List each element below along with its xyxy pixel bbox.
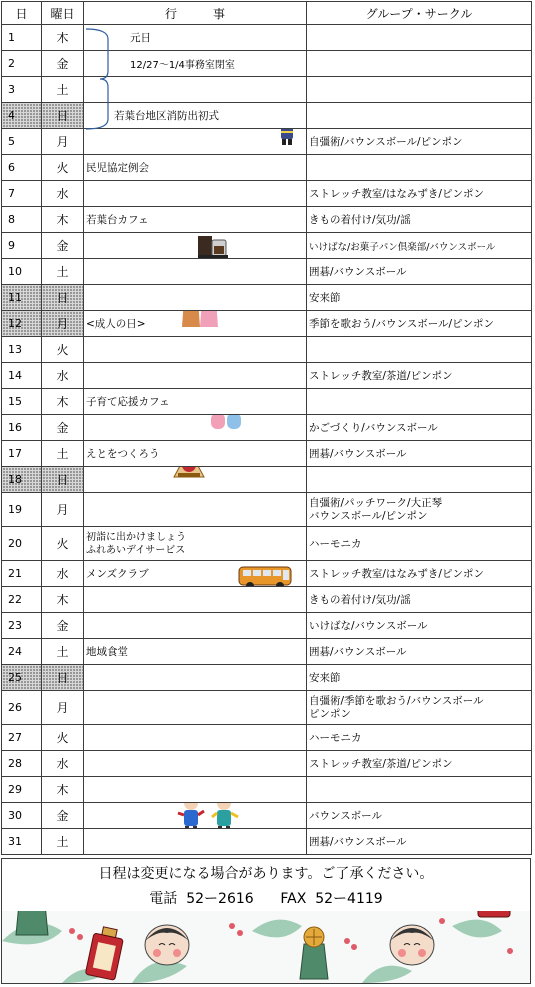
schedule-table [1, 1, 532, 855]
group-cell [307, 311, 532, 337]
weekday-cell: 日 [42, 467, 84, 493]
event-cell [84, 561, 307, 587]
group-text: ハーモニカ [309, 732, 362, 744]
event-cell [84, 803, 307, 829]
weekday-cell: 火 [42, 725, 84, 751]
weekday-cell: 水 [42, 363, 84, 389]
event-cell [84, 207, 307, 233]
group-cell [307, 691, 532, 725]
weekday-cell: 金 [42, 613, 84, 639]
event-text: 12/27～1/4事務室閉室 [130, 60, 235, 71]
weekday-cell: 金 [42, 51, 84, 77]
group-cell [307, 587, 532, 613]
table-row [2, 587, 532, 613]
group-text: 囲碁/バウンスボール [309, 266, 407, 278]
day-cell: 29 [2, 777, 42, 803]
group-text: ストレッチ教室/茶道/ピンポン [309, 370, 453, 382]
group-cell [307, 527, 532, 561]
event-cell [84, 311, 307, 337]
day-cell: 8 [2, 207, 42, 233]
weekday-cell: 月 [42, 311, 84, 337]
weekday-cell: 水 [42, 561, 84, 587]
header-group: グループ・サークル [307, 2, 532, 25]
fax-label: FAX [280, 891, 307, 907]
event-cell [84, 725, 307, 751]
phone-label: 電話 [149, 891, 178, 907]
day-cell: 1 [2, 25, 42, 51]
day-cell: 11 [2, 285, 42, 311]
day-cell: 20 [2, 527, 42, 561]
weekday-cell: 木 [42, 587, 84, 613]
table-row [2, 725, 532, 751]
day-cell: 6 [2, 155, 42, 181]
header-weekday: 曜日 [42, 2, 84, 25]
event-cell [84, 587, 307, 613]
day-cell: 19 [2, 493, 42, 527]
group-cell [307, 25, 532, 51]
event-cell [84, 777, 307, 803]
day-cell: 28 [2, 751, 42, 777]
event-cell [84, 829, 307, 855]
group-text-line2: バウンスボール/ピンポン [309, 509, 428, 522]
coming-of-age-couple-icon [180, 311, 220, 333]
event-text: 地域食堂 [86, 646, 128, 658]
table-row [2, 613, 532, 639]
event-cell [84, 493, 307, 527]
event-cell [84, 467, 307, 493]
table-row [2, 155, 532, 181]
event-cell [84, 155, 307, 181]
event-text: <成人の日> [86, 318, 146, 330]
event-cell [84, 527, 307, 561]
table-row [2, 665, 532, 691]
firefighter-icon [275, 129, 299, 149]
event-text: 元日 [130, 32, 151, 44]
day-cell: 21 [2, 561, 42, 587]
day-cell: 13 [2, 337, 42, 363]
table-row [2, 25, 532, 51]
winter-kids-icon [176, 803, 242, 829]
group-text: 自彊術/パッチワーク/大正琴 [309, 496, 443, 509]
group-cell [307, 665, 532, 691]
group-cell [307, 613, 532, 639]
day-cell: 12 [2, 311, 42, 337]
event-cell [84, 613, 307, 639]
group-text: ストレッチ教室/はなみずき/ピンポン [309, 188, 484, 200]
weekday-cell: 木 [42, 389, 84, 415]
group-cell [307, 103, 532, 129]
group-text: 囲碁/バウンスボール [309, 646, 407, 658]
group-text: きもの着付け/気功/謡 [309, 214, 411, 226]
event-cell [84, 181, 307, 207]
group-text: 自彊術/バウンスボール/ピンポン [309, 136, 463, 148]
table-row [2, 207, 532, 233]
day-cell: 22 [2, 587, 42, 613]
event-text: 子育て応援カフェ [86, 396, 170, 408]
group-cell [307, 751, 532, 777]
weekday-cell: 日 [42, 665, 84, 691]
group-cell [307, 803, 532, 829]
table-row [2, 311, 532, 337]
table-row [2, 77, 532, 103]
group-cell [307, 77, 532, 103]
group-cell [307, 389, 532, 415]
weekday-cell: 金 [42, 233, 84, 259]
weekday-cell: 土 [42, 639, 84, 665]
bus-icon [238, 565, 292, 587]
event-cell [84, 259, 307, 285]
event-cell [84, 233, 307, 259]
table-row [2, 803, 532, 829]
day-cell: 16 [2, 415, 42, 441]
group-text: 安来節 [309, 672, 341, 684]
table-row [2, 691, 532, 725]
group-text: 自彊術/季節を歌おう/バウンスボール [309, 694, 484, 707]
event-cell [84, 415, 307, 441]
day-cell: 27 [2, 725, 42, 751]
day-cell: 10 [2, 259, 42, 285]
group-cell [307, 51, 532, 77]
weekday-cell: 土 [42, 259, 84, 285]
table-row [2, 441, 532, 467]
event-cell [84, 363, 307, 389]
weekday-cell: 木 [42, 207, 84, 233]
table-row [2, 233, 532, 259]
event-cell [84, 665, 307, 691]
group-cell [307, 337, 532, 363]
phone-number: 52ー2616 [186, 891, 254, 907]
fax-number: 52ー4119 [315, 891, 383, 907]
event-cell [84, 285, 307, 311]
table-row [2, 337, 532, 363]
group-cell [307, 467, 532, 493]
event-text-line2: ふれあいデイサービス [86, 544, 186, 556]
table-row [2, 285, 532, 311]
group-cell [307, 129, 532, 155]
group-text: 囲碁/バウンスボール [309, 448, 407, 460]
table-row [2, 829, 532, 855]
group-cell [307, 493, 532, 527]
weekday-cell: 火 [42, 527, 84, 561]
weekday-cell: 月 [42, 129, 84, 155]
event-cell [84, 51, 307, 77]
babies-icon [208, 415, 244, 437]
event-text: えとをつくろう [86, 448, 160, 460]
weekday-cell: 水 [42, 751, 84, 777]
event-cell [84, 691, 307, 725]
group-cell [307, 155, 532, 181]
day-cell: 18 [2, 467, 42, 493]
group-cell [307, 259, 532, 285]
group-cell [307, 233, 532, 259]
event-cell [84, 441, 307, 467]
day-cell: 26 [2, 691, 42, 725]
footer-panel [1, 858, 531, 984]
table-row [2, 363, 532, 389]
weekday-cell: 日 [42, 103, 84, 129]
group-cell [307, 207, 532, 233]
event-cell [84, 389, 307, 415]
contact-line [2, 888, 530, 908]
event-cell [84, 751, 307, 777]
day-cell: 7 [2, 181, 42, 207]
group-text: ストレッチ教室/茶道/ピンポン [309, 758, 453, 770]
day-cell: 2 [2, 51, 42, 77]
event-text: 民児協定例会 [86, 162, 149, 174]
table-row [2, 389, 532, 415]
event-cell [84, 129, 307, 155]
day-cell: 31 [2, 829, 42, 855]
group-cell [307, 285, 532, 311]
group-cell [307, 777, 532, 803]
schedule-change-note: 日程は変更になる場合があります。ご了承ください。 [98, 866, 434, 882]
coffee-maker-icon [196, 234, 230, 259]
group-text-line2: ピンポン [309, 707, 351, 720]
event-text: 若葉台カフェ [86, 214, 149, 226]
group-text: バウンスボール [309, 810, 382, 822]
weekday-cell: 火 [42, 155, 84, 181]
group-cell [307, 725, 532, 751]
day-cell: 30 [2, 803, 42, 829]
group-cell [307, 363, 532, 389]
group-text: 囲碁/バウンスボール [309, 836, 407, 848]
table-row [2, 467, 532, 493]
day-cell: 5 [2, 129, 42, 155]
weekday-cell: 水 [42, 181, 84, 207]
day-cell: 14 [2, 363, 42, 389]
group-text: いけばな/お菓子パン倶楽部/バウンスボール [309, 241, 496, 253]
group-text: 安来節 [309, 292, 341, 304]
weekday-cell: 火 [42, 337, 84, 363]
weekday-cell: 木 [42, 777, 84, 803]
table-row [2, 181, 532, 207]
table-row [2, 527, 532, 561]
group-text: ハーモニカ [309, 538, 362, 550]
day-cell: 24 [2, 639, 42, 665]
event-cell [84, 25, 307, 51]
group-cell [307, 639, 532, 665]
event-cell [84, 103, 307, 129]
weekday-cell: 日 [42, 285, 84, 311]
table-row [2, 415, 532, 441]
event-text: メンズクラブ [86, 568, 149, 580]
header-event: 行 事 [84, 2, 307, 25]
event-cell [84, 337, 307, 363]
weekday-cell: 土 [42, 77, 84, 103]
group-text: きもの着付け/気功/謡 [309, 594, 411, 606]
day-cell: 17 [2, 441, 42, 467]
day-cell: 23 [2, 613, 42, 639]
group-text: 季節を歌おう/バウンスボール/ピンポン [309, 318, 495, 330]
table-row [2, 561, 532, 587]
table-row [2, 259, 532, 285]
header-row [2, 2, 532, 25]
event-cell [84, 77, 307, 103]
group-cell [307, 415, 532, 441]
day-cell: 9 [2, 233, 42, 259]
group-text: ストレッチ教室/はなみずき/ピンポン [309, 568, 484, 580]
header-day: 日 [2, 2, 42, 25]
table-row [2, 777, 532, 803]
group-cell [307, 181, 532, 207]
table-row [2, 639, 532, 665]
group-cell [307, 829, 532, 855]
weekday-cell: 土 [42, 441, 84, 467]
event-text: 初詣に出かけましょう [86, 531, 186, 543]
group-text: かごづくり/バウンスボール [309, 422, 438, 434]
event-text: 若葉台地区消防出初式 [114, 110, 219, 122]
weekday-cell: 月 [42, 691, 84, 725]
horse-zodiac-ornament-icon [172, 467, 206, 485]
weekday-cell: 金 [42, 803, 84, 829]
day-cell: 15 [2, 389, 42, 415]
event-cell [84, 639, 307, 665]
weekday-cell: 金 [42, 415, 84, 441]
new-year-decoration-band [2, 911, 530, 983]
table-row [2, 103, 532, 129]
table-row [2, 493, 532, 527]
weekday-cell: 月 [42, 493, 84, 527]
day-cell: 4 [2, 103, 42, 129]
group-text: いけばな/バウンスボール [309, 620, 428, 632]
weekday-cell: 木 [42, 25, 84, 51]
weekday-cell: 土 [42, 829, 84, 855]
day-cell: 25 [2, 665, 42, 691]
group-cell [307, 561, 532, 587]
table-row [2, 51, 532, 77]
table-row [2, 129, 532, 155]
table-row [2, 751, 532, 777]
day-cell: 3 [2, 77, 42, 103]
group-cell [307, 441, 532, 467]
